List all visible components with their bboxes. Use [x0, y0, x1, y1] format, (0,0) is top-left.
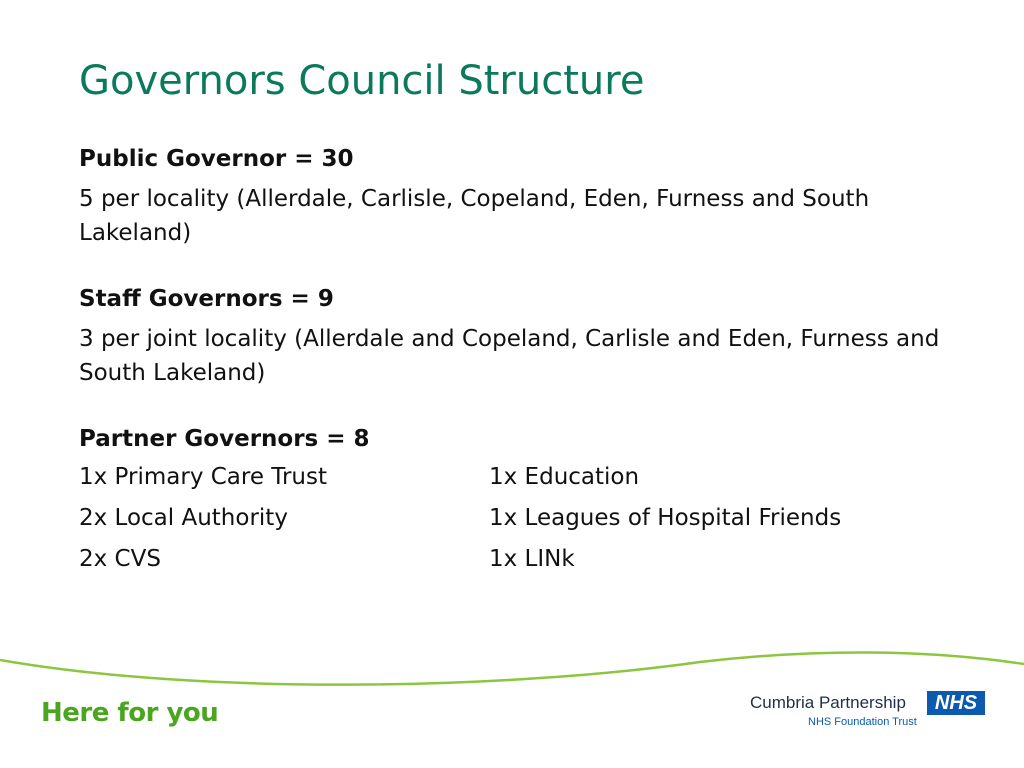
partner-item: 1x Leagues of Hospital Friends — [489, 504, 842, 531]
nhs-logo-badge: NHS — [927, 691, 985, 715]
staff-governor-section — [79, 282, 959, 390]
partner-governor-section — [79, 422, 959, 579]
org-subtitle: NHS Foundation Trust — [808, 716, 917, 728]
partner-row — [79, 497, 959, 538]
public-governor-section — [79, 142, 959, 250]
slide-content — [79, 140, 959, 579]
partner-governor-heading: Partner Governors = 8 — [79, 426, 370, 452]
public-governor-heading: Public Governor = 30 — [79, 146, 354, 172]
partner-row — [79, 456, 959, 497]
slide-title: Governors Council Structure — [79, 58, 645, 104]
partner-item: 2x Local Authority — [79, 504, 288, 531]
partner-item: 1x LINk — [489, 545, 575, 572]
org-name: Cumbria Partnership — [750, 693, 906, 712]
partner-item: 2x CVS — [79, 545, 161, 572]
staff-governor-heading: Staff Governors = 9 — [79, 286, 334, 312]
public-governor-text: 5 per locality (Allerdale, Carlisle, Copeland, Eden, Furness and South Lakeland) — [79, 186, 870, 246]
staff-governor-text: 3 per joint locality (Allerdale and Copeland, Carlisle and Eden, Furness and South Lakeland) — [79, 326, 940, 386]
tagline: Here for you — [41, 698, 219, 728]
partner-item: 1x Primary Care Trust — [79, 463, 328, 490]
partner-item: 1x Education — [489, 463, 640, 490]
decorative-wave — [0, 640, 1024, 700]
partner-row — [79, 538, 959, 579]
